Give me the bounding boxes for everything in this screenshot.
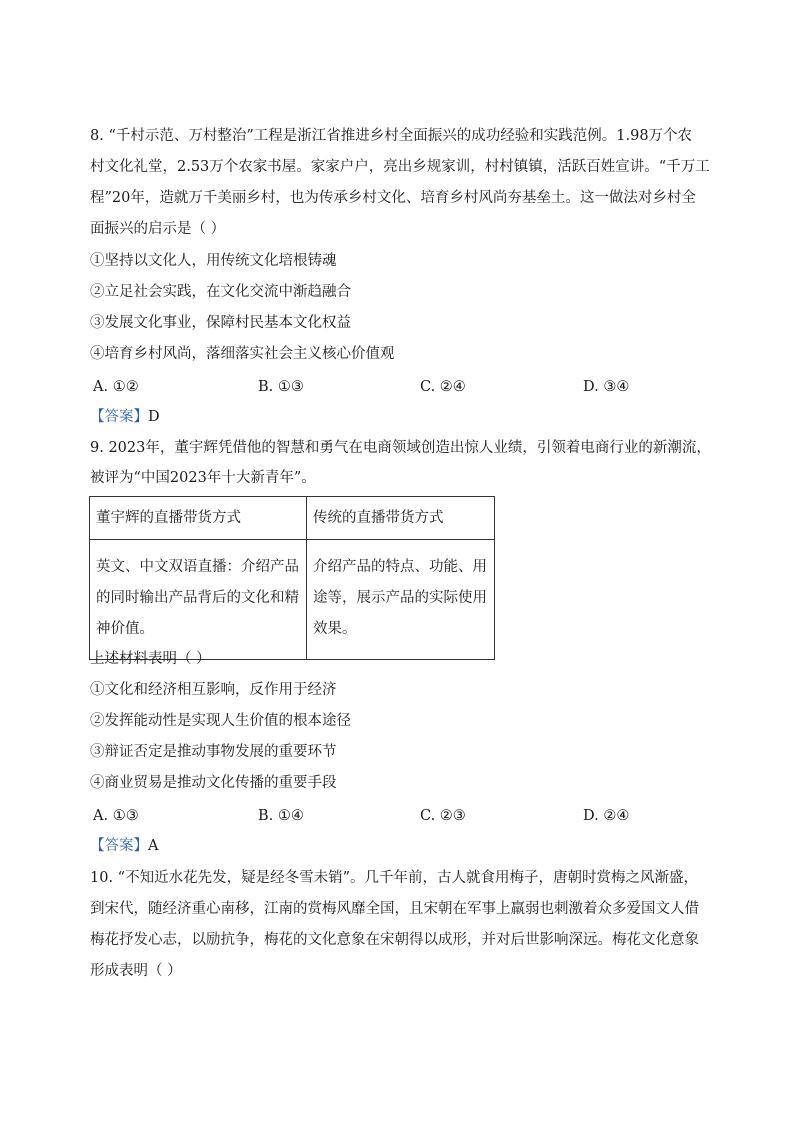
q9-option-d: D. ②④ xyxy=(583,808,630,824)
q9-question: 上述材料表明（ ） xyxy=(90,651,211,667)
answer-tag: 【答案】 xyxy=(90,838,148,854)
q8-option-c: C. ②④ xyxy=(420,379,466,395)
q9-stem-line-2: 被评为“中国2023年十大新青年”。 xyxy=(90,470,316,486)
q9-item-4: ④商业贸易是推动文化传播的重要手段 xyxy=(90,775,337,791)
table-cell-line: 效果。 xyxy=(313,621,357,637)
table-cell xyxy=(307,540,495,660)
q8-stem-line-3: 程”20年，造就万千美丽乡村，也为传承乡村文化、培育乡村风尚夯基垒土。这一做法对乡村全 xyxy=(90,190,696,206)
q8-option-a: A. ①② xyxy=(93,379,139,395)
q9-option-c: C. ②③ xyxy=(420,808,466,824)
answer-value: D xyxy=(148,409,160,425)
comparison-table xyxy=(89,496,495,660)
table-row xyxy=(90,540,495,660)
q9-answer xyxy=(90,836,158,856)
table-cell-line: 英文、中文双语直播：介绍产品 xyxy=(96,559,299,575)
q9-option-b: B. ①④ xyxy=(258,808,304,824)
table-cell-line: 途等，展示产品的实际使用 xyxy=(313,590,487,606)
q9-item-2: ②发挥能动性是实现人生价值的根本途径 xyxy=(90,713,351,729)
table-cell xyxy=(90,540,307,660)
answer-tag: 【答案】 xyxy=(90,409,148,425)
table-cell-line: 神价值。 xyxy=(96,621,154,637)
q8-item-3: ③发展文化事业，保障村民基本文化权益 xyxy=(90,315,351,331)
q9-item-3: ③辩证否定是推动事物发展的重要环节 xyxy=(90,744,337,760)
q8-item-2: ②立足社会实践，在文化交流中渐趋融合 xyxy=(90,284,351,300)
q9-item-1: ①文化和经济相互影响，反作用于经济 xyxy=(90,682,337,698)
q10-stem-line-2: 到宋代，随经济重心南移，江南的赏梅风靡全国，且宋朝在军事上羸弱也刺激着众多爱国文人借 xyxy=(90,901,699,917)
q8-stem-line-2: 村文化礼堂，2.53万个农家书屋。家家户户，亮出乡规家训，村村镇镇，活跃百姓宣讲。“千万工 xyxy=(90,159,710,175)
q9-stem-line-1: 9. 2023年，董宇辉凭借他的智慧和勇气在电商领域创造出惊人业绩，引领着电商行业的新潮流， xyxy=(90,440,711,456)
table-header-cell: 董宇辉的直播带货方式 xyxy=(90,497,307,540)
q8-item-4: ④培育乡村风尚，落细落实社会主义核心价值观 xyxy=(90,346,395,362)
q10-stem-line-3: 梅花抒发心志，以励抗争，梅花的文化意象在宋朝得以成形，并对后世影响深远。梅花文化意象 xyxy=(90,932,699,948)
table-cell-line: 介绍产品的特点、功能、用 xyxy=(313,559,487,575)
table-header-cell: 传统的直播带货方式 xyxy=(307,497,495,540)
q8-stem-line-4: 面振兴的启示是（ ） xyxy=(90,221,226,237)
table-cell-line: 的同时输出产品背后的文化和精 xyxy=(96,590,299,606)
q8-stem-line-1: 8. “千村示范、万村整治”工程是浙江省推进乡村全面振兴的成功经验和实践范例。1.98万个农 xyxy=(90,128,693,144)
q8-option-d: D. ③④ xyxy=(583,379,630,395)
q9-option-a: A. ①③ xyxy=(93,808,139,824)
q8-option-b: B. ①③ xyxy=(258,379,304,395)
q8-answer xyxy=(90,407,160,427)
table-header-row xyxy=(90,497,495,540)
q8-item-1: ①坚持以文化人，用传统文化培根铸魂 xyxy=(90,253,337,269)
q10-stem-line-4: 形成表明（ ） xyxy=(90,963,182,979)
answer-value: A xyxy=(148,838,159,854)
q10-stem-line-1: 10. “不知近水花先发，疑是经冬雪未销”。几千年前，古人就食用梅子，唐朝时赏梅之风渐盛， xyxy=(90,870,698,886)
